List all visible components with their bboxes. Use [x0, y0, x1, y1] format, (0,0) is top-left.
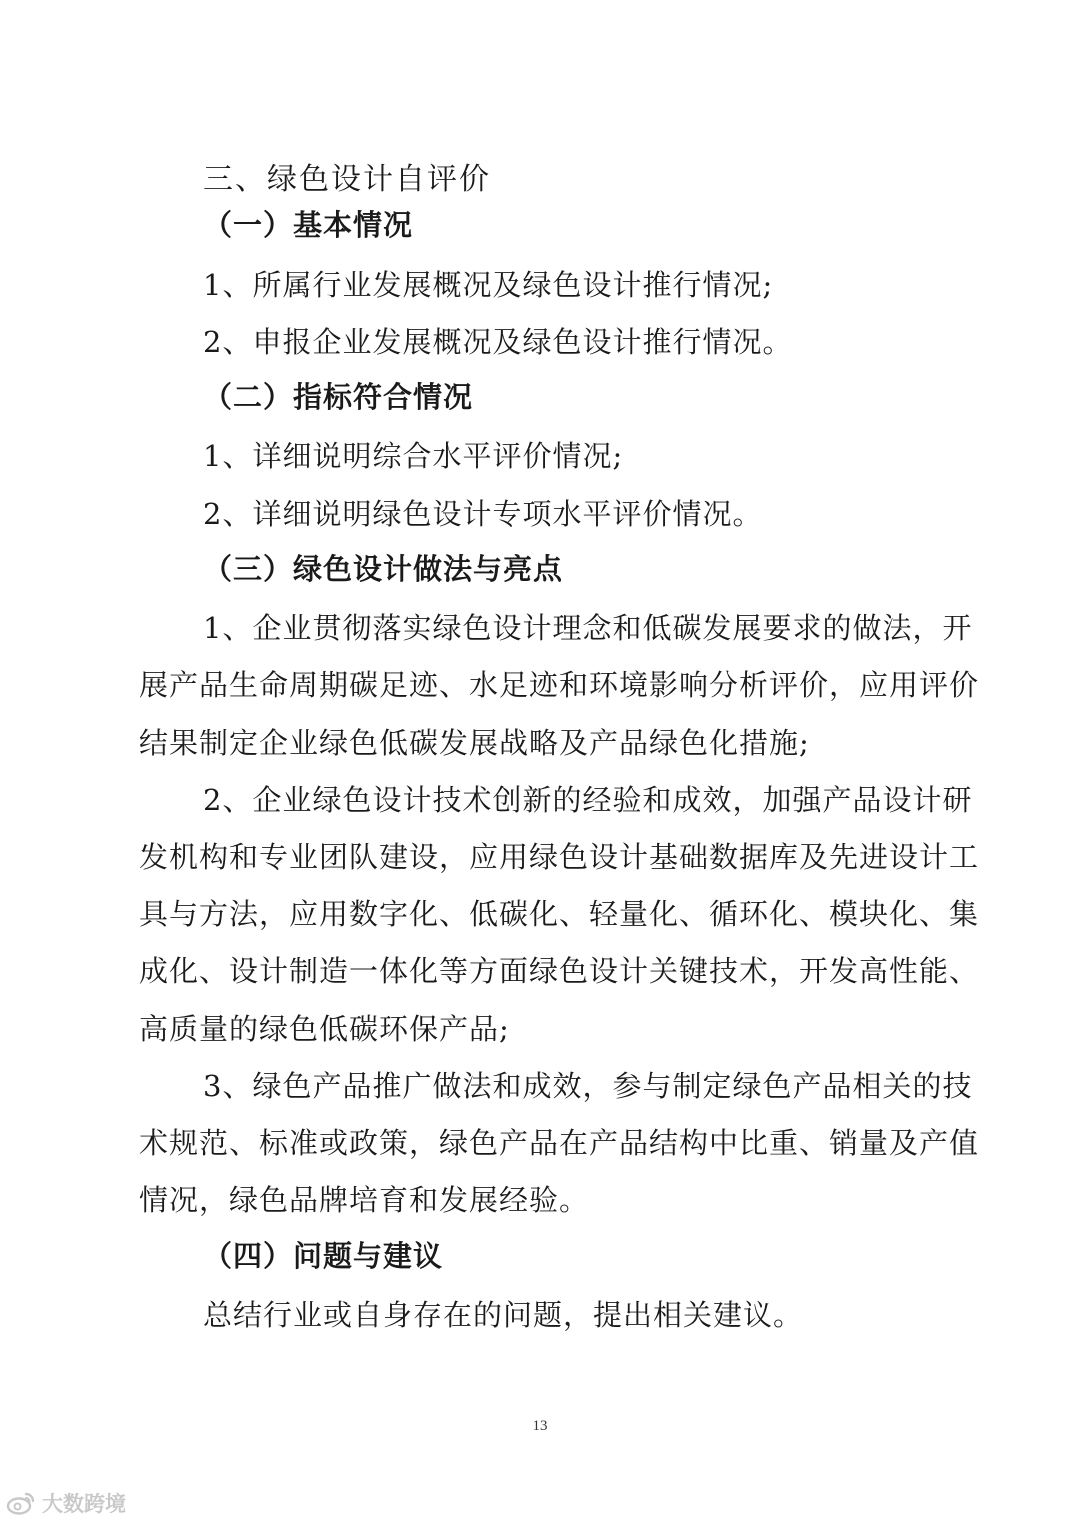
subsection-heading-3: （三）绿色设计做法与亮点 — [203, 552, 564, 586]
paragraph-line: 3、绿色产品推广做法和成效，参与制定绿色产品相关的技 — [203, 1069, 973, 1103]
subsection-heading-1: （一）基本情况 — [203, 208, 414, 242]
watermark — [6, 1488, 126, 1518]
list-item: 2、详细说明绿色设计专项水平评价情况。 — [203, 497, 763, 531]
paragraph-line: 总结行业或自身存在的问题，提出相关建议。 — [203, 1298, 804, 1332]
paragraph-line: 成化、设计制造一体化等方面绿色设计关键技术，开发高性能、 — [139, 954, 980, 988]
paragraph-line: 具与方法，应用数字化、低碳化、轻量化、循环化、模块化、集 — [139, 897, 980, 931]
paragraph-line: 1、企业贯彻落实绿色设计理念和低碳发展要求的做法，开 — [203, 611, 973, 645]
paragraph-line: 发机构和专业团队建设，应用绿色设计基础数据库及先进设计工 — [139, 840, 980, 874]
subsection-heading-2: （二）指标符合情况 — [203, 380, 474, 414]
paragraph-line: 术规范、标准或政策，绿色产品在产品结构中比重、销量及产值 — [139, 1126, 980, 1160]
paragraph-line: 展产品生命周期碳足迹、水足迹和环境影响分析评价，应用评价 — [139, 668, 980, 702]
list-item: 1、所属行业发展概况及绿色设计推行情况; — [203, 268, 774, 302]
paragraph-line: 情况，绿色品牌培育和发展经验。 — [139, 1183, 590, 1217]
list-item: 1、详细说明综合水平评价情况; — [203, 439, 624, 473]
paragraph-line: 高质量的绿色低碳环保产品; — [139, 1012, 510, 1046]
paragraph-line: 2、企业绿色设计技术创新的经验和成效，加强产品设计研 — [203, 783, 973, 817]
list-item: 2、申报企业发展概况及绿色设计推行情况。 — [203, 325, 793, 359]
weibo-logo-icon — [6, 1491, 36, 1515]
subsection-heading-4: （四）问题与建议 — [203, 1239, 444, 1273]
section-title: 三、绿色设计自评价 — [203, 162, 491, 197]
page-number: 13 — [532, 1418, 548, 1434]
watermark-text: 大数跨境 — [42, 1492, 126, 1516]
paragraph-line: 结果制定企业绿色低碳发展战略及产品绿色化措施; — [139, 726, 810, 760]
